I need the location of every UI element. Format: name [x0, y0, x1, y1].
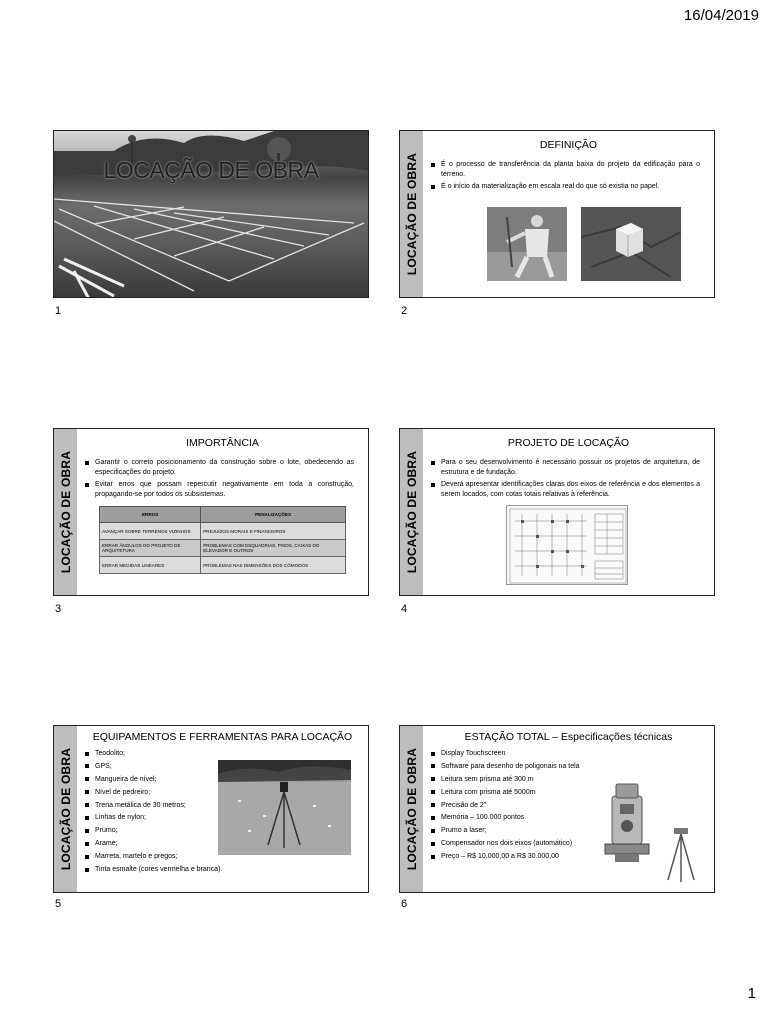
location-plan-drawing: [506, 505, 628, 585]
slide-number: 2: [401, 305, 408, 317]
slide-sidebar: [54, 726, 77, 892]
stake-photo: [581, 207, 681, 281]
sidebar-label: LOCAÇÃO DE OBRA: [404, 747, 419, 871]
slide-6[interactable]: [399, 725, 715, 893]
slide-2[interactable]: [399, 130, 715, 298]
list-item: GPS;: [84, 762, 254, 772]
slide-number: 3: [55, 603, 62, 615]
slide-sidebar: [54, 429, 77, 595]
slide-number: 4: [401, 603, 408, 615]
bullet-list: [84, 458, 354, 502]
slide-title: EQUIPAMENTOS E FERRAMENTAS PARA LOCAÇÃO: [92, 731, 353, 743]
table-header: ERROS: [100, 507, 201, 523]
list-item: Prumo a laser;: [430, 826, 630, 836]
list-item: Memória – 100.000 pontos: [430, 813, 630, 823]
slide-title: IMPORTÂNCIA: [186, 437, 259, 449]
list-item: Mangueira de nível;: [84, 775, 254, 785]
table-cell: PROBLEMAS COM ESQUADRIAS, PISOS, CAIXAS DO ELEVADOR E OUTROS: [201, 540, 346, 557]
table-cell: AVANÇAR SOBRE TERRENOS VIZINHOS: [100, 523, 201, 540]
table-row: [100, 557, 346, 574]
slide-number: 5: [55, 898, 62, 910]
table-cell: ERRAR MEDIDAS LINEARES: [100, 557, 201, 574]
slide-title: PROJETO DE LOCAÇÃO: [507, 437, 630, 449]
list-item: Leitura sem prisma até 300 m: [430, 775, 630, 785]
list-item: Tinta esmalte (cores vermelha e branca).: [84, 865, 254, 875]
slide-1[interactable]: [53, 130, 369, 298]
sidebar-label: LOCAÇÃO DE OBRA: [404, 450, 419, 574]
table-row: [100, 523, 346, 540]
list-item: Deverá apresentar identificações claras dos eixos de referência e dos elementos a serem locados, com cotas totais relativas à referência.: [430, 480, 700, 499]
list-item: Arame;: [84, 839, 254, 849]
errors-table: [99, 506, 346, 574]
slide-title: ESTAÇÃO TOTAL – Especificações técnicas: [464, 731, 673, 743]
surveyor-photo: [487, 207, 567, 281]
slide-number: 1: [55, 305, 62, 317]
list-item: É o início da materialização em escala real do que só existia no papel.: [430, 182, 700, 192]
list-item: Evitar erros que possam repercutir negativamente em toda a construção, propagando-se por todos os subsistemas.: [84, 480, 354, 499]
list-item: Nível de pedreiro;: [84, 788, 254, 798]
list-item: Compensador nos dois eixos (automático): [430, 839, 630, 849]
list-item: Marreta, martelo e pregos;: [84, 852, 254, 862]
list-item: Garantir o correto posicionamento da construção sobre o lote, obedecendo as especificações do projeto.: [84, 458, 354, 477]
bullet-list: [430, 160, 700, 195]
construction-site-photo: [54, 131, 368, 297]
print-date: 16/04/2019: [683, 7, 759, 24]
list-item: Precisão de 2": [430, 801, 630, 811]
list-item: É o processo de transferência da planta baixa do projeto da edificação para o terreno.: [430, 160, 700, 179]
slide-sidebar: [400, 429, 423, 595]
page-number: 1: [747, 985, 756, 1002]
list-item: Leitura com prisma até 5000m: [430, 788, 630, 798]
theodolite-field-photo: [218, 760, 351, 855]
slide-sidebar: [400, 726, 423, 892]
slide-title: DEFINIÇÃO: [539, 139, 598, 151]
list-item: Teodolito;: [84, 749, 254, 759]
table-cell: PROBLEMAS NAS DIMENSÕES DOS CÔMODOS: [201, 557, 346, 574]
bullet-list: [430, 458, 700, 502]
list-item: Software para desenho de poligonais na tela: [430, 762, 630, 772]
slide-sidebar: [400, 131, 423, 297]
list-item: Para o seu desenvolvimento é necessário possuir os projetos de arquitetura, de estrutura e de fundação.: [430, 458, 700, 477]
list-item: Preço – R$ 10.000,00 a R$ 30.000,00: [430, 852, 630, 862]
list-item: Display Touchscreen: [430, 749, 630, 759]
list-item: Linhas de nylon;: [84, 813, 254, 823]
slide-5[interactable]: [53, 725, 369, 893]
list-item: Trena metálica de 30 metros;: [84, 801, 254, 811]
slide-title: LOCAÇÃO DE OBRA: [103, 157, 319, 183]
total-station-photo: [600, 776, 700, 886]
slide-4[interactable]: [399, 428, 715, 596]
sidebar-label: LOCAÇÃO DE OBRA: [404, 152, 419, 276]
table-header: PENALIZAÇÕES: [201, 507, 346, 523]
list-item: Prumo;: [84, 826, 254, 836]
table-row: [100, 540, 346, 557]
table-cell: PREJUÍZOS MORAIS E FINANCEIROS: [201, 523, 346, 540]
sidebar-label: LOCAÇÃO DE OBRA: [58, 450, 73, 574]
sidebar-label: LOCAÇÃO DE OBRA: [58, 747, 73, 871]
slide-3[interactable]: [53, 428, 369, 596]
slide-number: 6: [401, 898, 408, 910]
table-cell: ERRAR ÂNGULOS DO PROJETO DE ARQUITETURA: [100, 540, 201, 557]
